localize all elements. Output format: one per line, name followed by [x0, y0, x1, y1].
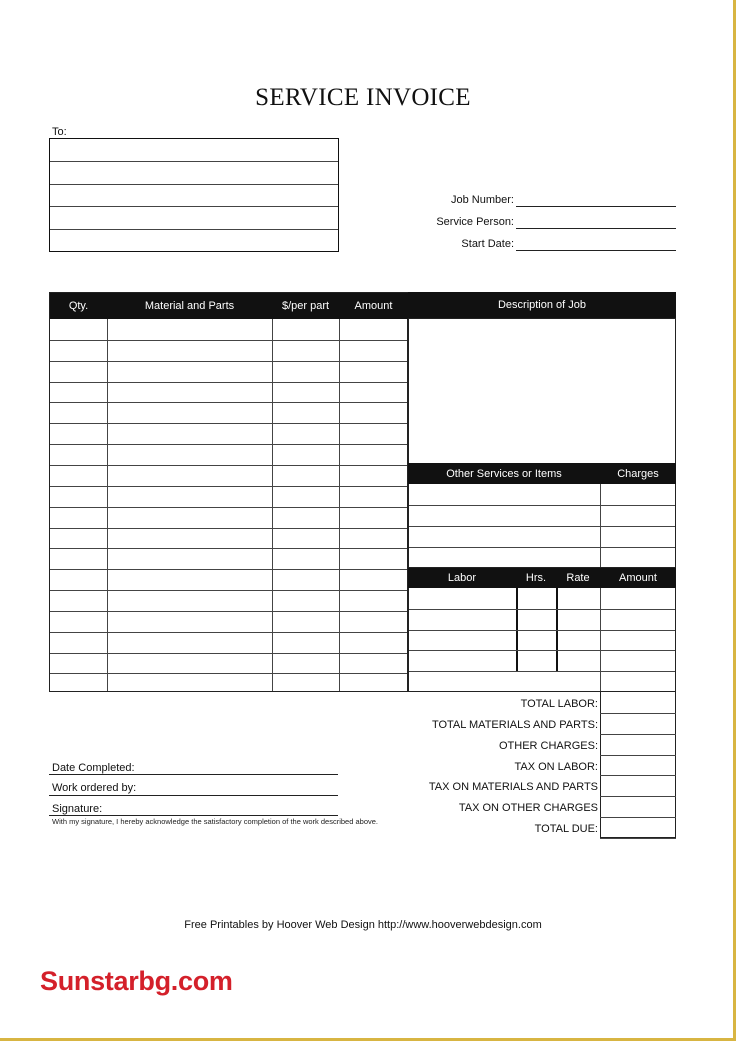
column-divider	[600, 588, 601, 691]
table-row	[409, 650, 675, 651]
table-row	[50, 507, 407, 508]
table-row	[50, 340, 407, 341]
material-header: Material and Parts	[107, 293, 272, 319]
per-part-header: $/per part	[272, 293, 339, 319]
totals-label: TOTAL MATERIALS AND PARTS:	[431, 718, 598, 731]
address-line	[50, 161, 338, 162]
table-row	[50, 673, 407, 674]
totals-field[interactable]	[600, 796, 676, 797]
footer-credit: Free Printables by Hoover Web Design http://www.hooverwebdesign.com	[184, 919, 542, 931]
to-label: To:	[52, 126, 67, 138]
service-person-label: Service Person:	[436, 216, 514, 228]
job-number-label: Job Number:	[451, 194, 514, 206]
signature-field[interactable]	[49, 815, 338, 816]
hrs-header: Hrs.	[516, 568, 556, 588]
table-row	[409, 526, 675, 527]
labor-amount-header: Amount	[600, 568, 676, 588]
totals-field[interactable]	[600, 713, 676, 714]
table-row	[50, 423, 407, 424]
table-row	[50, 653, 407, 654]
table-row	[409, 671, 675, 672]
labor-header: Labor	[408, 568, 516, 588]
totals-label: TAX ON MATERIALS AND PARTS	[428, 781, 598, 794]
table-row	[50, 632, 407, 633]
rate-header: Rate	[556, 568, 600, 588]
table-row	[50, 402, 407, 403]
other-services-table	[408, 484, 676, 568]
start-date-field[interactable]	[516, 250, 676, 251]
table-row	[50, 382, 407, 383]
totals-label: TOTAL LABOR:	[520, 698, 598, 710]
date-completed-label: Date Completed:	[52, 762, 135, 774]
to-address-box[interactable]	[49, 138, 339, 252]
totals-field[interactable]	[600, 755, 676, 756]
work-ordered-field[interactable]	[49, 795, 338, 796]
service-person-field[interactable]	[516, 228, 676, 229]
table-row	[409, 547, 675, 548]
table-row	[50, 569, 407, 570]
acknowledgement-text: With my signature, I hereby acknowledge the satisfactory completion of the work described above.	[52, 817, 378, 826]
description-box[interactable]	[408, 318, 676, 464]
table-row	[409, 505, 675, 506]
table-row	[50, 548, 407, 549]
table-row	[50, 486, 407, 487]
invoice-title: SERVICE INVOICE	[255, 84, 471, 111]
signature-label: Signature:	[52, 803, 103, 815]
column-divider	[107, 319, 108, 691]
qty-header: Qty.	[50, 293, 107, 319]
totals-label: TAX ON LABOR:	[514, 760, 598, 773]
totals-field[interactable]	[600, 775, 676, 776]
totals-field[interactable]	[600, 838, 676, 839]
table-row	[50, 361, 407, 362]
description-header: Description of Job	[408, 292, 676, 318]
watermark-text: Sunstarbg.com	[40, 966, 233, 996]
charges-header: Charges	[600, 463, 676, 484]
date-completed-field[interactable]	[49, 774, 338, 775]
address-line	[50, 184, 338, 185]
work-ordered-label: Work ordered by:	[52, 782, 137, 794]
column-divider	[339, 319, 340, 691]
table-row	[50, 611, 407, 612]
totals-amount-column	[600, 692, 676, 838]
parts-table	[49, 292, 408, 692]
address-line	[50, 229, 338, 230]
other-services-header: Other Services or Items	[408, 463, 600, 484]
column-divider	[272, 319, 273, 691]
totals-label: OTHER CHARGES:	[498, 739, 598, 752]
table-row	[409, 630, 675, 631]
totals-field[interactable]	[600, 734, 676, 735]
amount-header: Amount	[339, 293, 408, 319]
totals-label: TOTAL DUE:	[534, 823, 598, 836]
totals-field[interactable]	[600, 817, 676, 818]
job-number-field[interactable]	[516, 206, 676, 207]
table-row	[50, 444, 407, 445]
table-row	[50, 528, 407, 529]
start-date-label: Start Date:	[461, 238, 514, 250]
table-row	[409, 609, 675, 610]
totals-label: TAX ON OTHER CHARGES	[458, 802, 598, 815]
labor-table	[408, 588, 676, 692]
table-row	[50, 590, 407, 591]
table-row	[50, 465, 407, 466]
address-line	[50, 206, 338, 207]
